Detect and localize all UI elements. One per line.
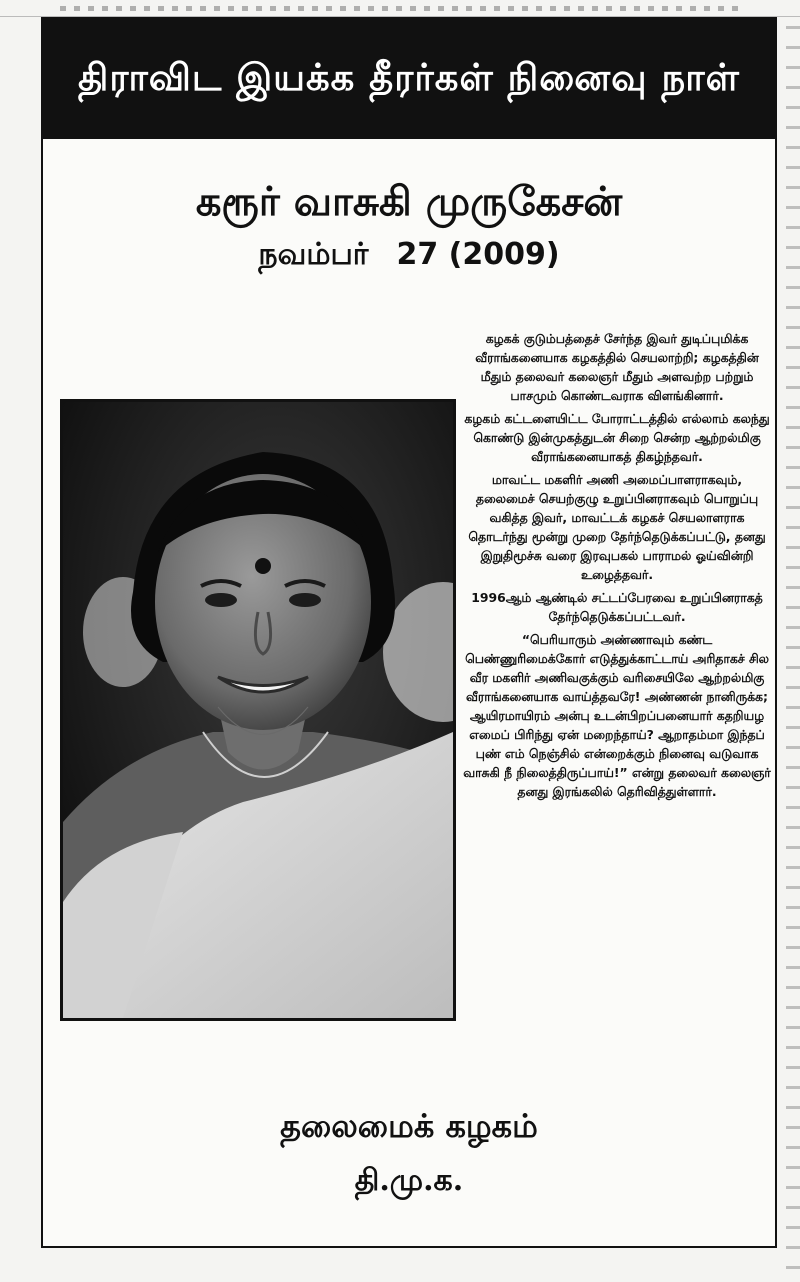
date-year: 27 (2009) bbox=[396, 237, 560, 272]
tribute-paragraph: “பெரியாரும் அண்ணாவும் கண்ட பெண்ணுரிமைக்கோர் எடுத்துக்காட்டாய் அரிதாகச் சில வீர மகளிர் அணிவகுக்கும் வரிசையிலே ஆற்றல்மிகு வீராங்கனையாக வாய்த்தவரே! அண்ணன் நானிருக்க; ஆயிரமாயிரம் அன்பு உடன்பிறப்பனையார் கதறியழ எமைப் பிரிந்து ஏன் மறைந்தாய்? ஆறாதம்மா இந்தப் புண் எம் நெஞ்சில் என்றைக்கும் நினைவு வடுவாக வாசுகி நீ நிலைத்திருப்பாய்!” என்று தலைவர் கலைஞர் தனது இரங்கலில் தெரிவித்துள்ளார். bbox=[463, 632, 771, 799]
footer-org: தலைமைக் கழகம் bbox=[280, 1107, 538, 1145]
memorial-notice bbox=[41, 17, 777, 1248]
adjacent-column-right bbox=[786, 18, 800, 1278]
tribute-paragraph: 1996ஆம் ஆண்டில் சட்டப்பேரவை உறுப்பினராகத் தேர்ந்தெடுக்கப்பட்டவர். bbox=[471, 590, 763, 624]
tribute-paragraph: கழகம் கட்டளையிட்ட போராட்டத்தில் எல்லாம் கலந்து கொண்டு இன்முகத்துடன் சிறை சென்ற ஆற்றல்மிகு வீராங்கனையாகத் திகழ்ந்தவர். bbox=[464, 411, 770, 464]
memorial-date bbox=[43, 237, 775, 276]
adjacent-column-top bbox=[0, 0, 800, 17]
tribute-text bbox=[461, 329, 773, 805]
memorial-name: கரூர் வாசுகி முருகேசன் bbox=[195, 179, 623, 225]
date-month: நவம்பர் bbox=[258, 237, 369, 272]
portrait-photo-icon bbox=[63, 402, 453, 1018]
banner bbox=[43, 19, 775, 139]
banner-title: திராவிட இயக்க தீரர்கள் நினைவு நாள் bbox=[78, 54, 740, 99]
footer-party: தி.மு.க. bbox=[354, 1163, 464, 1198]
portrait-photo bbox=[60, 399, 456, 1021]
tribute-paragraph: மாவட்ட மகளிர் அணி அமைப்பாளராகவும், தலைமைச் செயற்குழு உறுப்பினராகவும் பொறுப்பு வகித்த இவர், மாவட்டக் கழகச் செயலாளராக தொடர்ந்து மூன்று முறை தேர்ந்தெடுக்கப்பட்டு, தனது இறுதிமூச்சு வரை இரவுபகல் பாராமல் ஓய்வின்றி உழைத்தவர். bbox=[468, 472, 766, 582]
tribute-paragraph: கழகக் குடும்பத்தைச் சேர்ந்த இவர் துடிப்புமிக்க வீராங்கனையாக கழகத்தில் செயலாற்றி; கழகத்தின் மீதும் தலைவர் கலைஞர் மீதும் அளவற்ற பற்றும் பாசமும் கொண்டவராக விளங்கினார். bbox=[475, 331, 759, 403]
